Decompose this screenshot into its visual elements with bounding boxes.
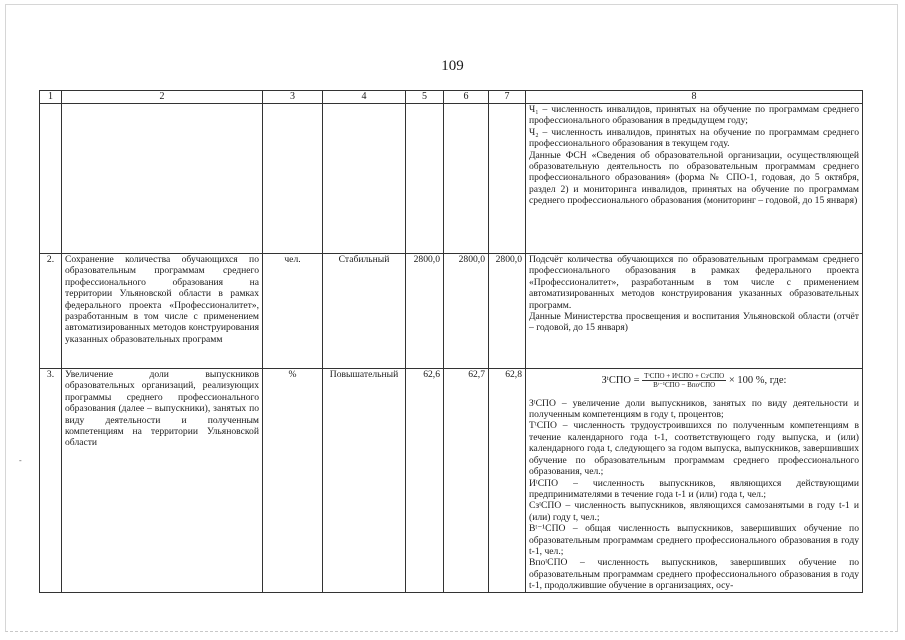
- header-col-6: 6: [444, 91, 489, 104]
- indicator-name: Сохранение количества обучающихся по образовательным программам среднего профессионального образования на территории Ульяновской области в рамках федерального проекта «Профессионалитет», разработанным в том числе с применением автоматизированных методов конструирования указанных образовательных программ: [62, 254, 263, 369]
- description-paragraph: ИᵗСПО – численность выпускников, являющихся действующими предпринимателями в течение года t-1 и (или) года t, чел.;: [529, 477, 859, 500]
- description-paragraph: Ч₁ – численность инвалидов, принятых на обучение по программам среднего профессионального образования в предыдущем году;: [529, 104, 859, 127]
- value-col-7: 2800,0: [489, 254, 526, 369]
- description-paragraph: Данные ФСН «Сведения об образовательной организации, осуществляющей образовательную деятельность по образовательным программам среднего профессионального образования» (форма № СПО-1, годовая, до 5 октября, раздел 2) и мониторинга инвалидов, принятых на обучение по программам среднего профессионального образования (мониторинг – годовой, до 15 января): [529, 149, 859, 207]
- value-col-7: 62,8: [489, 369, 526, 593]
- header-col-8: 8: [526, 91, 863, 104]
- header-col-2: 2: [62, 91, 263, 104]
- value-col-5: 62,6: [406, 369, 444, 593]
- formula-denominator: Вᵗ⁻¹СПО − ВпоᵗСПО: [653, 381, 716, 390]
- header-col-7: 7: [489, 91, 526, 104]
- description-paragraph: Вᵗ⁻¹СПО – общая численность выпускников, завершивших обучение по образовательным программам среднего профессионального образования в году t-1, чел.;: [529, 523, 859, 557]
- description-paragraph: Ч₂ – численность инвалидов, принятых на обучение по программам среднего профессионального образования в текущем году.: [529, 126, 859, 150]
- continuation-description: [526, 104, 863, 254]
- table-row-continuation: [40, 104, 863, 254]
- description-paragraph: ВпоᵗСПО – численность выпускников, завершивших обучение по образовательным программам среднего профессионального образования в году t-1, продолжившие обучение в организациях, осу-: [529, 557, 859, 592]
- description-paragraph: ТᵗСПО – численность трудоустроившихся по полученным компетенциям в течение календарного года t-1, соответствующего году выпуска, и (или) календарного года t, следующего за годом выпуска, выпускников, завершивших обучение по образовательным программам среднего профессионального образования, чел.;: [529, 420, 859, 478]
- description-paragraph: СзᵗСПО – численность выпускников, являющихся самозанятыми в году t-1 и (или) году t, чел.;: [529, 500, 859, 523]
- header-col-5: 5: [406, 91, 444, 104]
- margin-mark: -: [19, 456, 22, 465]
- formula: [529, 369, 859, 398]
- description-paragraph: Подсчёт количества обучающихся по образовательным программам среднего профессионального образования в рамках федерального проекта «Профессионалитет», разработанным в том числе с применением автоматизированных методов конструирования указанных образовательных программ.: [529, 254, 859, 311]
- indicator-method: [526, 254, 863, 369]
- indicator-method: [526, 369, 863, 593]
- indicator-type: Стабильный: [323, 254, 406, 369]
- header-col-3: 3: [263, 91, 323, 104]
- page-number: 109: [441, 58, 464, 74]
- indicators-table: [39, 90, 863, 593]
- value-col-6: 2800,0: [444, 254, 489, 369]
- formula-numerator: ТᵗСПО + ИᵗСПО + СзᵗСПО: [644, 372, 725, 380]
- description-paragraph: ЗᵗСПО – увеличение доли выпускников, занятых по виду деятельности и полученным компетенциям в году t, процентов;: [529, 397, 859, 421]
- header-col-1: 1: [40, 91, 62, 104]
- unit: %: [263, 369, 323, 593]
- table-row-2: [40, 254, 863, 369]
- indicator-type: Повышательный: [323, 369, 406, 593]
- table-header-row: [40, 91, 863, 104]
- formula-lhs: ЗᵗСПО =: [601, 375, 640, 387]
- value-col-6: 62,7: [444, 369, 489, 593]
- unit: чел.: [263, 254, 323, 369]
- table-row-3: [40, 369, 863, 593]
- indicator-name: Увеличение доли выпускников образовательных организаций, реализующих программы среднего профессионального образования (далее – выпускники), занятых по виду деятельности и полученным компетенциям на территории Ульяновской области: [62, 369, 263, 593]
- row-number: 3.: [40, 369, 62, 593]
- row-number: 2.: [40, 254, 62, 369]
- value-col-5: 2800,0: [406, 254, 444, 369]
- description-paragraph: Данные Министерства просвещения и воспитания Ульяновской области (отчёт – годовой, до 15 января): [529, 311, 859, 334]
- formula-tail: × 100 %, где:: [728, 375, 787, 387]
- formula-fraction: [642, 372, 726, 390]
- header-col-4: 4: [323, 91, 406, 104]
